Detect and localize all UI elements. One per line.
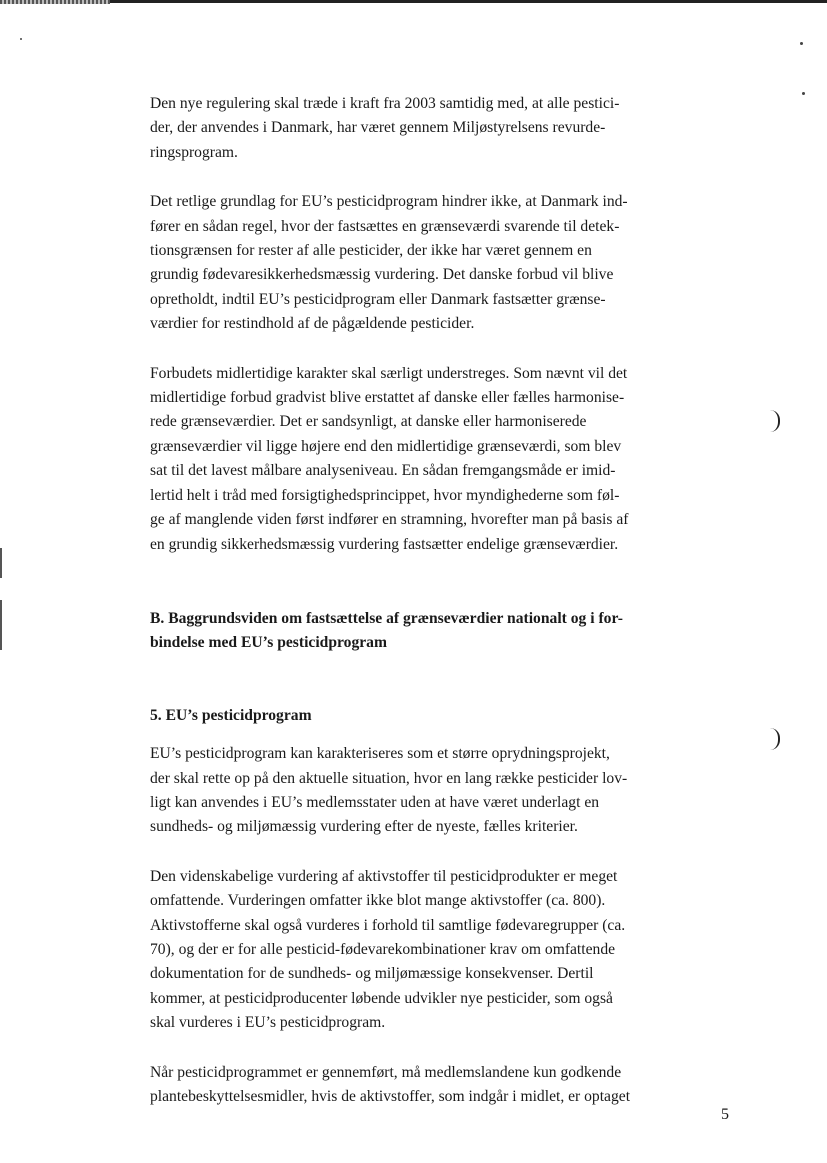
text-line: ringsprogram. <box>150 143 238 161</box>
text-line: tionsgrænsen for rester af alle pesticider, der ikke har været gennem en <box>150 242 592 260</box>
section-heading-b <box>150 607 735 656</box>
scan-speck <box>802 92 805 95</box>
text-line: 70), og der er for alle pesticid-fødevarekombinationer krav om omfattende <box>150 940 616 958</box>
text-line: ge af manglende viden først indfører en stramning, hvorefter man på basis af <box>150 511 629 529</box>
text-line: midlertidige forbud gradvist blive erstattet af danske eller fælles harmonise- <box>150 389 625 407</box>
text-line: Den nye regulering skal træde i kraft fra 2003 samtidig med, at alle pestici- <box>150 95 620 112</box>
text-line: opretholdt, indtil EU’s pesticidprogram eller Danmark fastsætter grænse- <box>150 290 606 308</box>
text-line: værdier for restindhold af de pågældende pesticider. <box>150 315 475 333</box>
paragraph <box>150 742 735 840</box>
text-line: grænseværdier vil ligge højere end den midlertidige grænseværdi, som blev <box>150 437 622 455</box>
text-line: sat til det lavest målbare analyseniveau. En sådan fremgangsmåde er imid- <box>150 462 616 480</box>
paragraph <box>150 92 735 165</box>
text-line: Aktivstofferne skal også vurderes i forhold til samtlige fødevaregrupper (ca. <box>150 916 626 934</box>
paragraph <box>150 865 735 1036</box>
text-line: skal vurderes i EU’s pesticidprogram. <box>150 1014 386 1032</box>
document-body <box>150 92 735 1134</box>
text-line: der skal rette op på den aktuelle situation, hvor en lang række pesticider lov- <box>150 769 628 787</box>
heading-line: B. Baggrundsviden om fastsættelse af grænseværdier nationalt og i for- <box>150 609 623 627</box>
scan-speck <box>800 42 803 45</box>
text-line: Når pesticidprogrammet er gennemført, må medlemslandene kun godkende <box>150 1063 622 1081</box>
paragraph <box>150 1061 735 1110</box>
text-line: rede grænseværdier. Det er sandsynligt, at danske eller harmoniserede <box>150 413 587 431</box>
paragraph <box>150 190 735 336</box>
text-line: lertid helt i tråd med forsigtighedsprincippet, hvor myndighederne som føl- <box>150 486 620 504</box>
scan-top-border <box>0 0 827 3</box>
text-line: Den videnskabelige vurdering af aktivstoffer til pesticidprodukter er meget <box>150 867 618 885</box>
scan-top-border-noise <box>0 0 110 4</box>
text-line: Det retlige grundlag for EU’s pesticidprogram hindrer ikke, at Danmark ind- <box>150 193 628 211</box>
text-line: Forbudets midlertidige karakter skal særligt understreges. Som nævnt vil det <box>150 364 628 382</box>
punch-hole-mark <box>770 410 780 432</box>
text-line: EU’s pesticidprogram kan karakteriseres som et større oprydningsprojekt, <box>150 745 610 763</box>
section-intro <box>150 92 735 557</box>
text-line: en grundig sikkerhedsmæssig vurdering fastsætter endelige grænseværdier. <box>150 535 619 553</box>
text-line: omfattende. Vurderingen omfatter ikke blot mange aktivstoffer (ca. 800). <box>150 892 606 910</box>
text-line: grundig fødevaresikkerhedsmæssig vurdering. Det danske forbud vil blive <box>150 266 614 284</box>
page-number: 5 <box>721 1106 729 1123</box>
scan-margin-mark <box>0 600 2 650</box>
text-line: fører en sådan regel, hvor der fastsættes en grænseværdi svarende til detek- <box>150 217 620 235</box>
text-line: der, der anvendes i Danmark, har været gennem Miljøstyrelsens revurde- <box>150 119 606 137</box>
text-line: dokumentation for de sundheds- og miljømæssige konsekvenser. Dertil <box>150 965 594 983</box>
text-line: plantebeskyttelsesmidler, hvis de aktivstoffer, som indgår i midlet, er optaget <box>150 1088 631 1105</box>
text-line: kommer, at pesticidproducenter løbende udvikler nye pesticider, som også <box>150 989 613 1007</box>
text-line: ligt kan anvendes i EU’s medlemsstater uden at have været underlagt en <box>150 793 600 811</box>
scan-margin-mark <box>0 548 2 578</box>
paragraph <box>150 362 735 557</box>
section-heading-5: 5. EU’s pesticidprogram <box>150 706 312 724</box>
scan-speck <box>20 38 22 40</box>
punch-hole-mark <box>770 728 780 750</box>
section-eu-program <box>150 742 735 1109</box>
text-line: sundheds- og miljømæssig vurdering efter de nyeste, fælles kriterier. <box>150 818 578 836</box>
heading-line: bindelse med EU’s pesticidprogram <box>150 634 387 652</box>
